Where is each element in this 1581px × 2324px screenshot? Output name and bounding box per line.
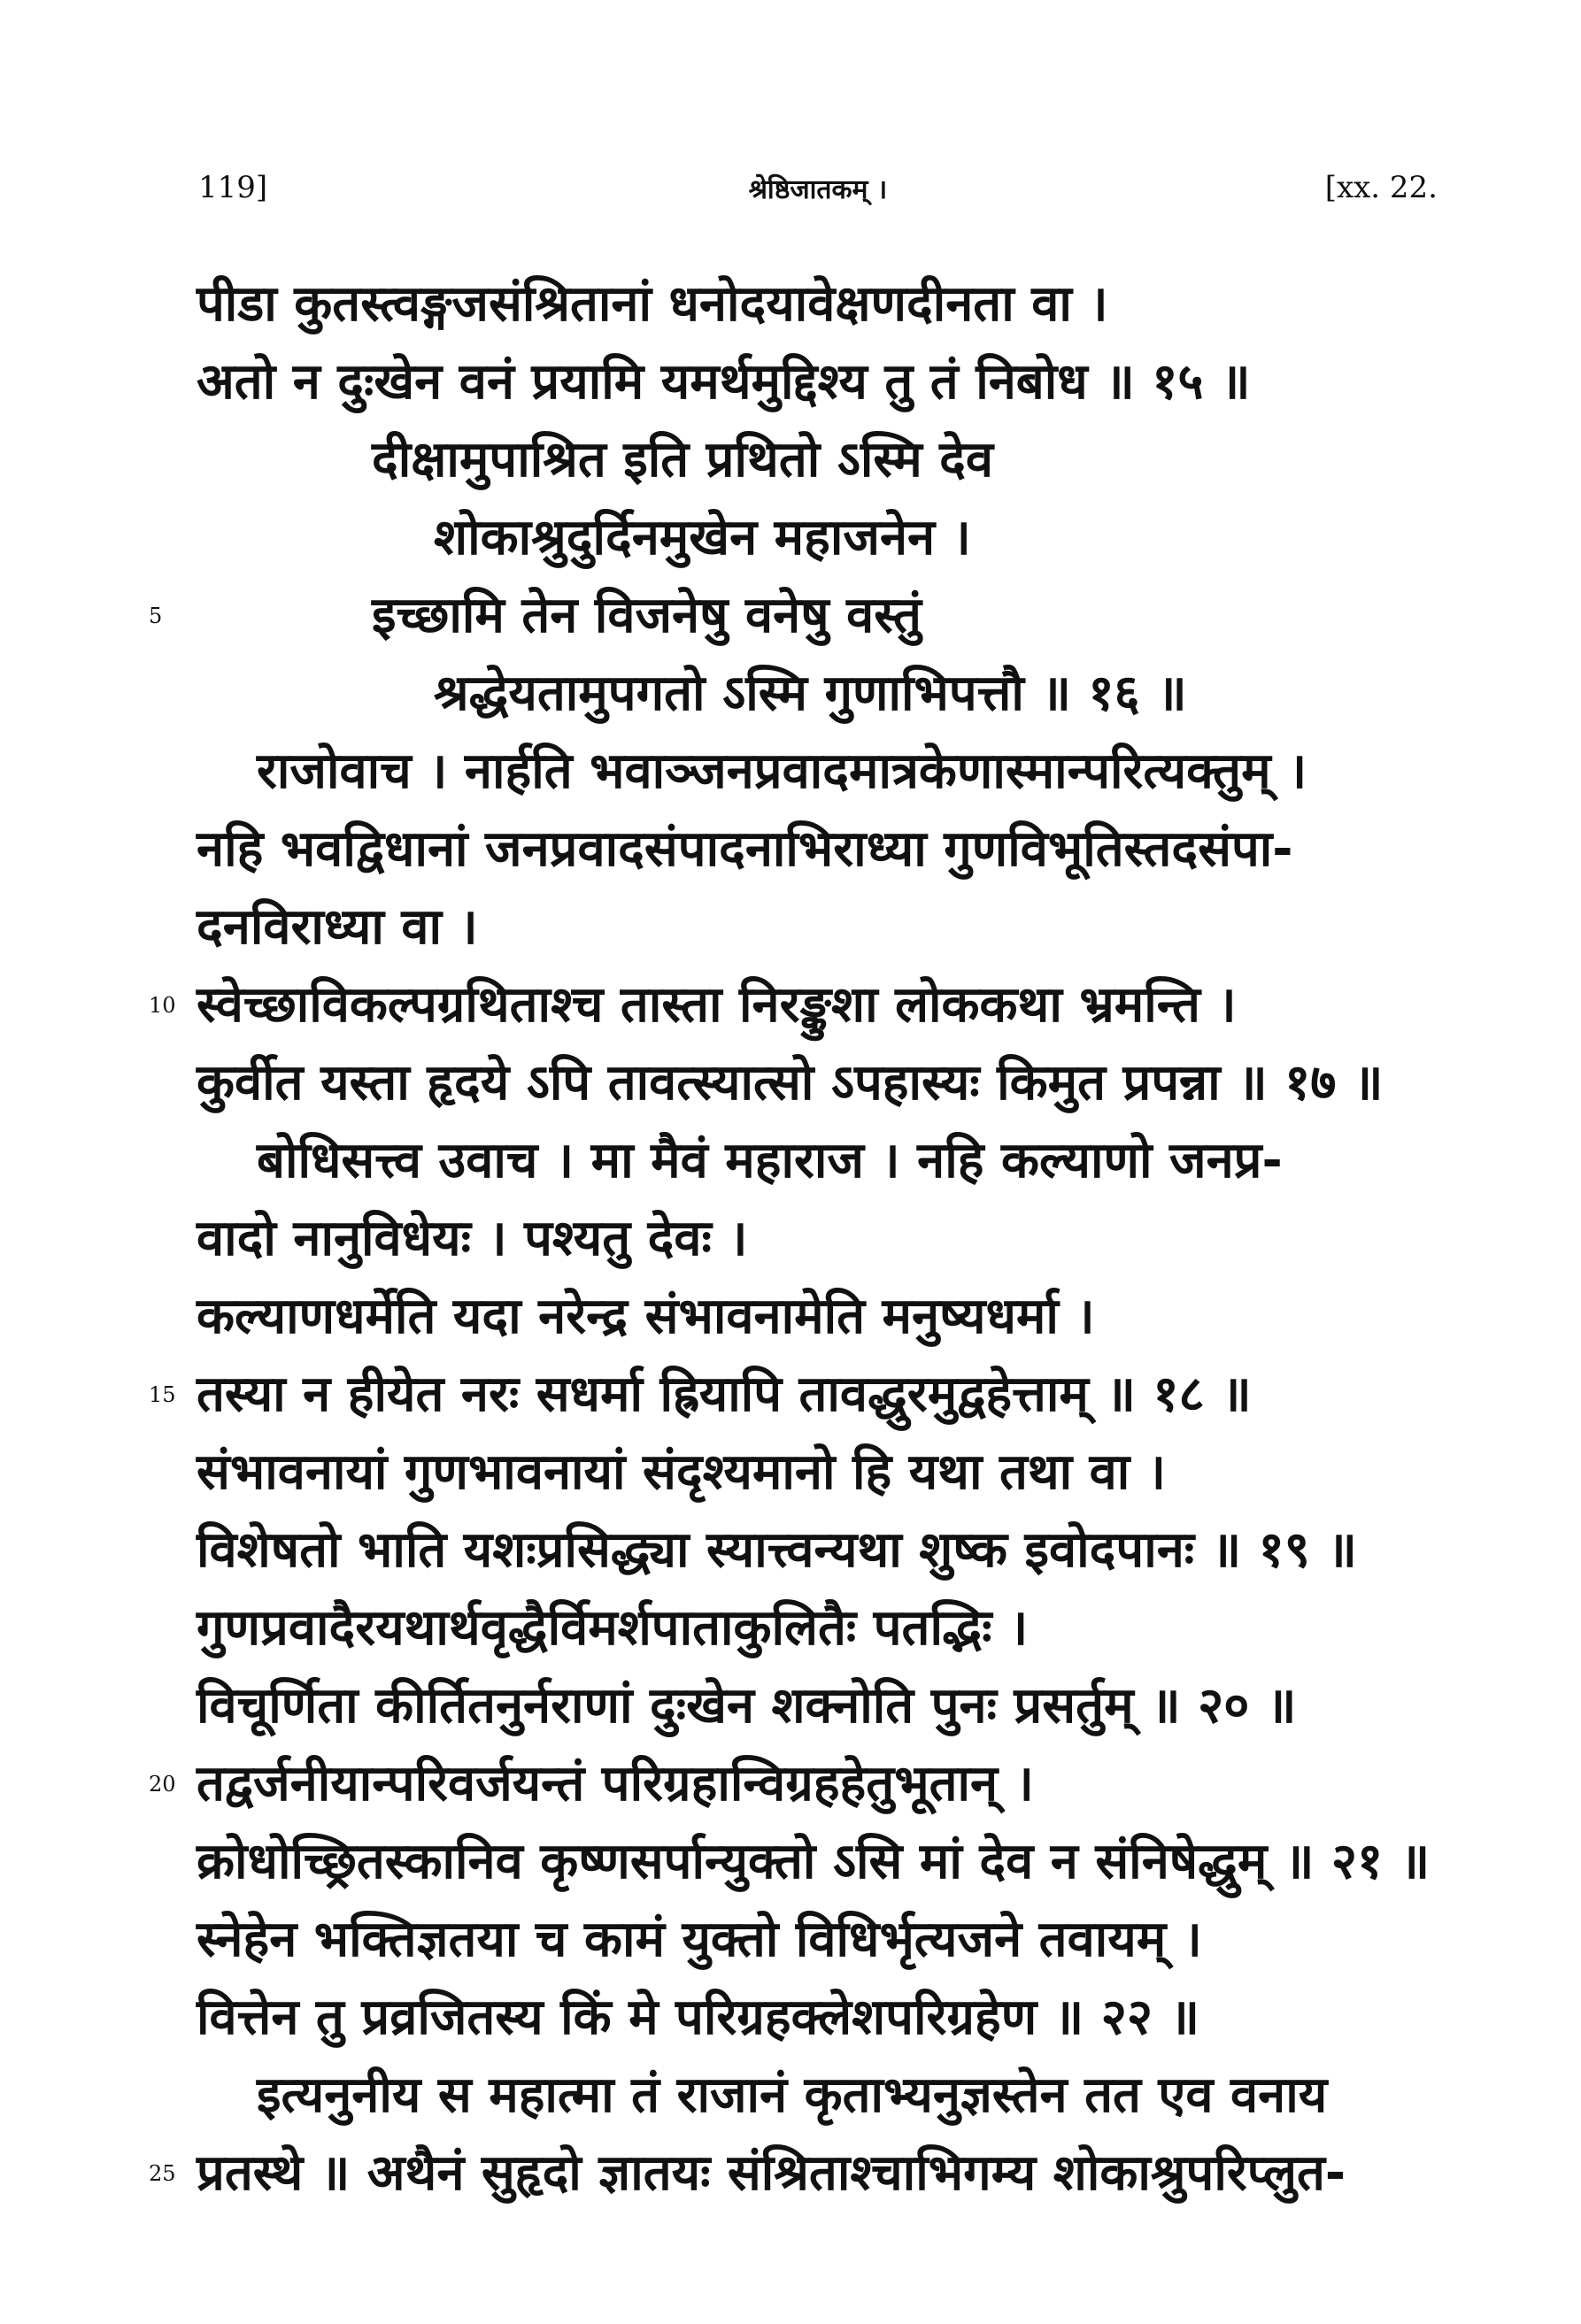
line-text: नहि भवद्विधानां जनप्रवादसंपादनाभिराध्या गुणविभूतिस्तदसंपा- bbox=[197, 820, 1293, 878]
line-text: इत्यनुनीय स महात्मा तं राजानं कृताभ्यनुज्ञस्तेन तत एव वनाय bbox=[257, 2066, 1328, 2124]
line-text: दनविराध्या वा । bbox=[197, 898, 478, 956]
text-line bbox=[0, 499, 1581, 577]
text-line bbox=[0, 1044, 1581, 1122]
line-text: प्रतस्थे ॥ अथैनं सुहृदो ज्ञातयः संश्रिताश्चाभिगम्य शोकाश्रुपरिप्लुत- bbox=[197, 2144, 1346, 2202]
line-number: 5 bbox=[149, 604, 163, 628]
running-title: श्रेष्ठिजातकम् । bbox=[748, 174, 888, 205]
page-header bbox=[198, 170, 1438, 214]
text-line bbox=[0, 966, 1581, 1044]
line-text: बोधिसत्त्व उवाच । मा मैवं महाराज । नहि कल्याणो जनप्र- bbox=[257, 1132, 1283, 1189]
text-line bbox=[0, 2135, 1581, 2212]
text-line bbox=[0, 733, 1581, 811]
text-body bbox=[0, 265, 1581, 2212]
line-number: 10 bbox=[149, 993, 176, 1018]
line-text: अतो न दुःखेन वनं प्रयामि यमर्थमुद्दिश्य तु तं निबोध ॥ १५ ॥ bbox=[197, 353, 1251, 411]
text-line bbox=[0, 577, 1581, 655]
line-text: पीडा कुतस्त्वङ्गजसंश्रितानां धनोदयावेक्षणदीनता वा । bbox=[197, 275, 1108, 333]
line-text: संभावनायां गुणभावनायां संदृश्यमानो हि यथा तथा वा । bbox=[197, 1443, 1167, 1501]
line-text: शोकाश्रुदुर्दिनमुखेन महाजनेन । bbox=[434, 509, 971, 566]
line-text: कुर्वीत यस्ता हृदये ऽपि तावत्स्यात्सो ऽपहास्यः किमुत प्रपन्ना ॥ १७ ॥ bbox=[197, 1054, 1384, 1112]
text-line bbox=[0, 1979, 1581, 2057]
text-line bbox=[0, 1122, 1581, 1200]
text-line bbox=[0, 655, 1581, 733]
text-line bbox=[0, 1434, 1581, 1512]
line-text: गुणप्रवादैरयथार्थवृद्धैर्विमर्शपाताकुलितैः पतद्भिः । bbox=[197, 1599, 1029, 1657]
text-line bbox=[0, 889, 1581, 966]
text-line bbox=[0, 811, 1581, 889]
section-reference: [xx. 22. bbox=[1324, 170, 1438, 205]
line-text: इच्छामि तेन विजनेषु वनेषु वस्तुं bbox=[372, 587, 922, 644]
line-text: तद्वर्जनीयान्परिवर्जयन्तं परिग्रहान्विग्रहहेतुभूतान् । bbox=[197, 1755, 1034, 1812]
text-line bbox=[0, 1901, 1581, 1979]
line-text: श्रद्धेयतामुपगतो ऽस्मि गुणाभिपत्तौ ॥ १६ ॥ bbox=[434, 665, 1187, 722]
line-number: 15 bbox=[149, 1382, 176, 1407]
text-line bbox=[0, 1589, 1581, 1667]
line-text: वादो नानुविधेयः । पश्यतु देवः । bbox=[197, 1210, 748, 1267]
text-line bbox=[0, 2057, 1581, 2135]
line-text: विचूर्णिता कीर्तितनुर्नराणां दुःखेन शक्नोति पुनः प्रसर्तुम् ॥ २० ॥ bbox=[197, 1677, 1297, 1735]
text-line bbox=[0, 1512, 1581, 1589]
text-line bbox=[0, 1200, 1581, 1278]
line-text: विशेषतो भाति यशःप्रसिद्ध्या स्यात्त्वन्यथा शुष्क इवोदपानः ॥ १९ ॥ bbox=[197, 1521, 1357, 1579]
text-line bbox=[0, 1823, 1581, 1901]
text-line bbox=[0, 421, 1581, 499]
line-text: क्रोधोच्छ्रितस्कानिव कृष्णसर्पान्युक्तो ऽसि मां देव न संनिषेद्धुम् ॥ २१ ॥ bbox=[197, 1833, 1431, 1890]
line-number: 20 bbox=[149, 1772, 176, 1797]
line-text: दीक्षामुपाश्रित इति प्रथितो ऽस्मि देव bbox=[372, 431, 994, 489]
line-text: कल्याणधर्मेति यदा नरेन्द्र संभावनामेति मनुष्यधर्मा । bbox=[197, 1288, 1095, 1345]
text-line bbox=[0, 1745, 1581, 1823]
line-text: स्नेहेन भक्तिज्ञतया च कामं युक्तो विधिर्भृत्यजने तवायम् । bbox=[197, 1911, 1202, 1968]
text-line bbox=[0, 1356, 1581, 1434]
line-text: राजोवाच । नार्हति भवाञ्जनप्रवादमात्रकेणास्मान्परित्यक्तुम् । bbox=[257, 743, 1307, 800]
text-line bbox=[0, 265, 1581, 343]
line-text: वित्तेन तु प्रव्रजितस्य किं मे परिग्रहक्लेशपरिग्रहेण ॥ २२ ॥ bbox=[197, 1989, 1200, 2046]
line-text: स्वेच्छाविकल्पग्रथिताश्च तास्ता निरङ्कुशा लोककथा भ्रमन्ति । bbox=[197, 976, 1237, 1034]
text-line bbox=[0, 1278, 1581, 1356]
page-number: 119] bbox=[198, 170, 268, 205]
line-text: तस्या न हीयेत नरः सधर्मा ह्रियापि तावद्धुरमुद्वहेत्ताम् ॥ १८ ॥ bbox=[197, 1366, 1252, 1423]
line-number: 25 bbox=[149, 2161, 176, 2186]
text-line bbox=[0, 1667, 1581, 1745]
text-line bbox=[0, 343, 1581, 421]
